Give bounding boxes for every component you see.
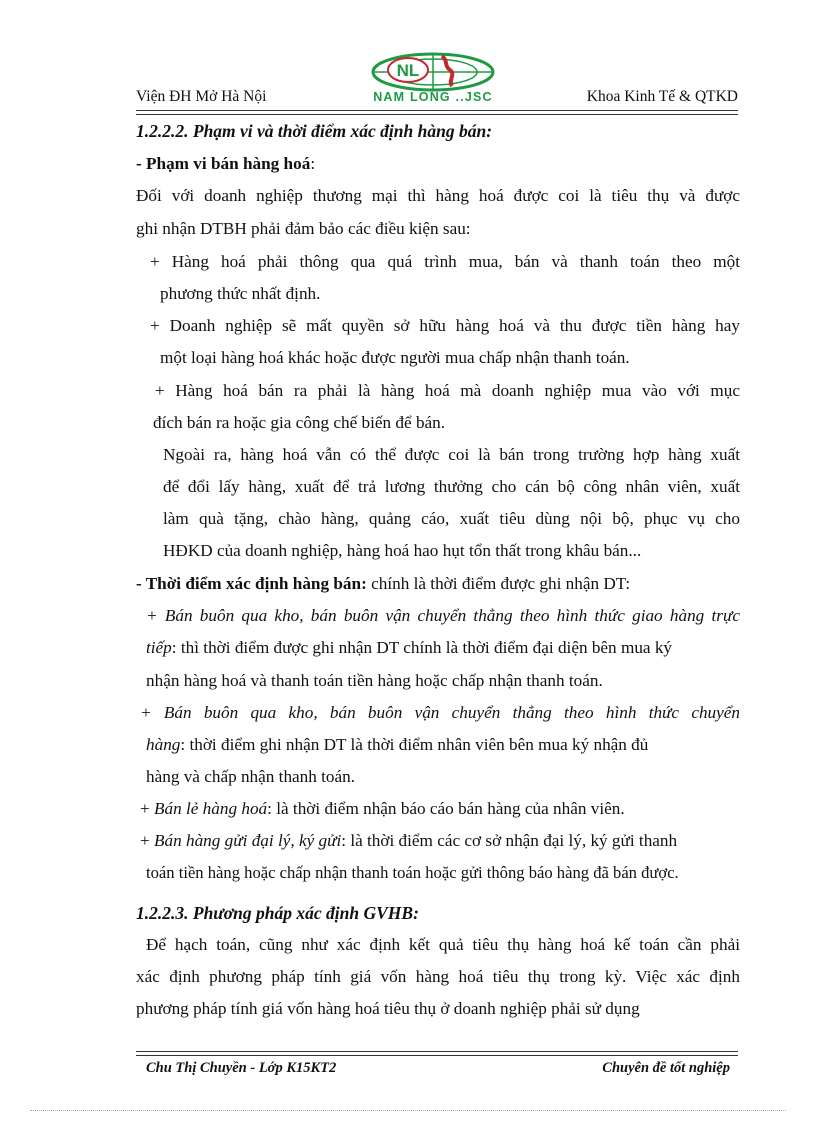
nam-long-logo [330, 52, 536, 104]
header-faculty: Khoa Kinh Tế & QTKD [586, 88, 738, 105]
timing-item-4-rest: : là thời điểm các cơ sở nhận đại lý, ký gửi thanh [341, 831, 678, 850]
logo-text: NAM LONG ..JSC [373, 90, 493, 104]
section-heading-1-2-2-3: 1.2.2.3. Phương pháp xác định GVHB: [136, 903, 419, 923]
timing-item-2-cont [146, 735, 648, 755]
timing-item-3-plus: + [140, 799, 154, 818]
footer-rule-bottom [136, 1055, 738, 1056]
condition-item-2: + Doanh nghiệp sẽ mất quyền sở hữu hàng hoá và thu được tiền hàng hay [150, 316, 740, 335]
paragraph-line: ghi nhận DTBH phải đảm bảo các điều kiện sau: [136, 219, 471, 238]
timing-item-4-plus: + [140, 831, 154, 850]
timing-item-3-rest: : là thời điểm nhận báo cáo bán hàng của nhân viên. [267, 799, 625, 818]
condition-item-1: + Hàng hoá phải thông qua quá trình mua, bán và thanh toán theo một [150, 252, 740, 271]
condition-item-1-cont: phương thức nhất định. [160, 284, 321, 303]
timing-item-4 [140, 831, 677, 851]
timing-heading-label: - Thời điểm xác định hàng bán: [136, 574, 367, 593]
logo-initials: NL [396, 61, 420, 80]
timing-item-4-cont: toán tiền hàng hoặc chấp nhận thanh toán hoặc gửi thông báo hàng đã bán được. [146, 863, 679, 882]
header-rule-bottom [136, 114, 738, 115]
timing-item-2-term: hàng [146, 735, 181, 754]
footer-rule-top [136, 1051, 738, 1052]
timing-item-1: + Bán buôn qua kho, bán buôn vận chuyển thẳng theo hình thức giao hàng trực [146, 606, 740, 625]
section-heading-1-2-2-2: 1.2.2.2. Phạm vi và thời điểm xác định hàng bán: [136, 121, 493, 141]
timing-item-2: + Bán buôn qua kho, bán buôn vận chuyển thẳng theo hình thức chuyển [140, 703, 740, 722]
timing-item-1-cont: nhận hàng hoá và thanh toán tiền hàng hoặc chấp nhận thanh toán. [146, 671, 603, 690]
condition-item-3: + Hàng hoá bán ra phải là hàng hoá mà doanh nghiệp mua vào với mục [155, 381, 740, 400]
cogs-paragraph-line: Để hạch toán, cũng như xác định kết quả tiêu thụ hàng hoá kế toán cần phải [146, 935, 740, 954]
page-edge-divider [30, 1110, 786, 1111]
condition-item-3-cont: đích bán ra hoặc gia công chế biến để bán. [153, 413, 446, 432]
condition-item-2-cont: một loại hàng hoá khác hoặc được người mua chấp nhận thanh toán. [160, 348, 630, 367]
timing-heading [136, 574, 630, 594]
header-institute: Viện ĐH Mở Hà Nội [136, 88, 267, 105]
timing-item-3-term: Bán lẻ hàng hoá [154, 799, 268, 818]
timing-item-3 [140, 799, 625, 819]
other-cases-line: HĐKD của doanh nghiệp, hàng hoá hao hụt tổn thất trong khâu bán... [163, 541, 642, 560]
timing-item-1-cont [146, 638, 672, 658]
other-cases-line: Ngoài ra, hàng hoá vẫn có thể được coi là bán trong trường hợp hàng xuất [163, 445, 740, 464]
footer-author: Chu Thị Chuyền - Lớp K15KT2 [146, 1060, 337, 1076]
header-rule-top [136, 110, 738, 111]
paragraph-line: Đối với doanh nghiệp thương mại thì hàng hoá được coi là tiêu thụ và được [136, 186, 740, 205]
timing-item-2-rest: : thời điểm ghi nhận DT là thời điểm nhân viên bên mua ký nhận đủ [180, 735, 649, 754]
timing-item-1-rest: : thì thời điểm được ghi nhận DT chính là thời điểm đại diện bên mua ký [171, 638, 673, 657]
scope-heading [136, 154, 315, 174]
footer-doc-type: Chuyên đề tốt nghiệp [602, 1060, 730, 1076]
timing-heading-rest: chính là thời điểm được ghi nhận DT: [366, 574, 631, 593]
other-cases-line: làm quà tặng, chào hàng, quảng cáo, xuất tiêu dùng nội bộ, phục vụ cho [163, 509, 740, 528]
scope-heading-colon: : [310, 154, 316, 173]
timing-item-4-term: Bán hàng gửi đại lý, ký gửi [154, 831, 342, 850]
cogs-paragraph-line: xác định phương pháp tính giá vốn hàng hoá tiêu thụ trong kỳ. Việc xác định [136, 967, 740, 986]
other-cases-line: để đổi lấy hàng, xuất để trả lương thưởng cho cán bộ công nhân viên, xuất [163, 477, 740, 496]
cogs-paragraph-line: phương pháp tính giá vốn hàng hoá tiêu thụ ở doanh nghiệp phải sử dụng [136, 999, 640, 1018]
scope-heading-label: - Phạm vi bán hàng hoá [136, 154, 311, 173]
timing-item-2-cont: hàng và chấp nhận thanh toán. [146, 767, 356, 786]
timing-item-1-term: tiếp [146, 638, 172, 657]
